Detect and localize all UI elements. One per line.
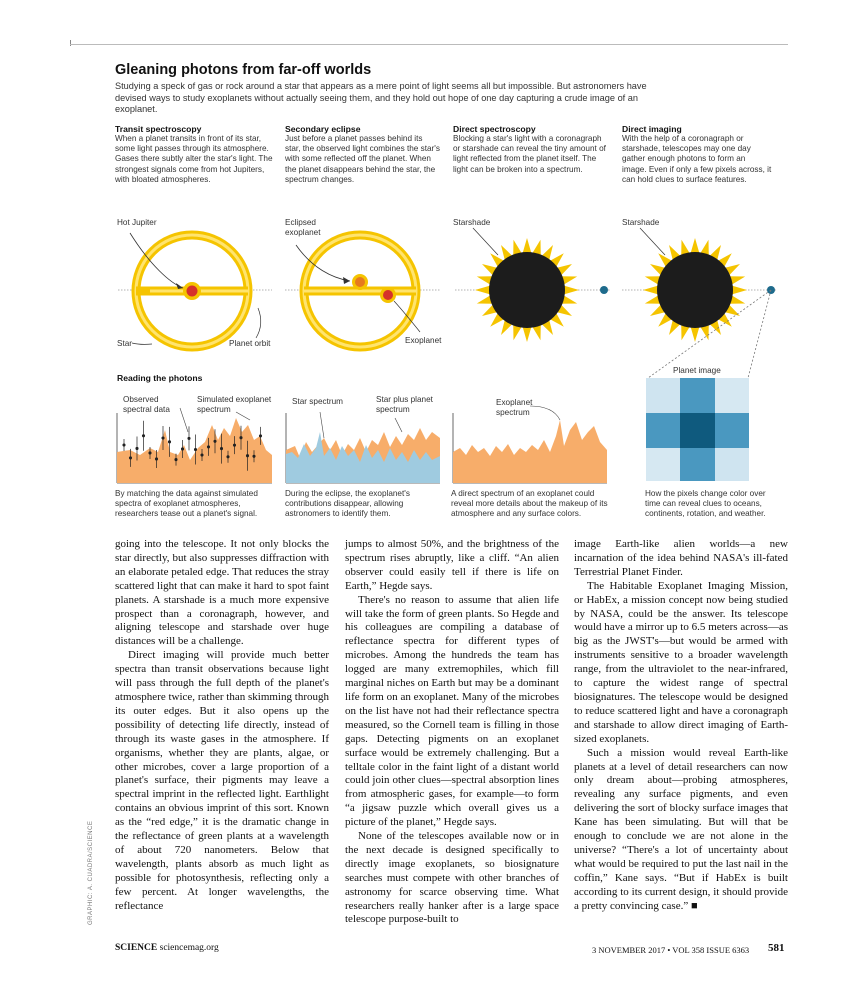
label-starshade: Starshade bbox=[453, 218, 491, 227]
data-point bbox=[207, 446, 209, 448]
label-eclipsed-exoplanet: Eclipsed exoplanet bbox=[285, 218, 321, 237]
paragraph: There's no reason to assume that alien life will take the form of green plants. So Hegde and his colleagues are compiling a database of reflectance spectra for different types of microbes. Among the hundreds the team has logged are many extremophiles, which fill marginal niches on Earth but may be a dominant life form on an exoplanet. Many of the microbes on the list have not had their reflectance spectra measured, so the Cornell team is filling in those gaps. Detecting pigments on an exoplanet surface would be extremely challenging. But a telltale color in the faint light of a distant world could join other clues—spectral absorption lines from atmospheric gases, for example—to form “a jigsaw puzzle which overall gives us a picture of the planet,” Hegde says. bbox=[345, 593, 559, 829]
caption-transit: By matching the data against simulated spectra of exoplanet atmospheres, researchers tease out a planet's signal. bbox=[115, 489, 258, 518]
hot-jupiter-planet bbox=[187, 286, 198, 297]
label-simulated-spectrum: Simulated exoplanet spectrum bbox=[197, 395, 272, 414]
paragraph: going into the telescope. It not only blocks the star directly, but also suppresses diffraction with an elaborate petaled edge. That reduces the stray scattered light that can make it hard to spot faint planets. A starshade is a much more expensive prospect than a coronagraph, however, and aligning telescope and starshade over huge distances will be a challenge. bbox=[115, 538, 329, 648]
reading-title: Reading the photons bbox=[117, 373, 203, 383]
data-point bbox=[214, 440, 216, 442]
figure-intro: Studying a speck of gas or rock around a star that appears as a mere point of light seems all but impossible. But astronomers have devised ways to study exoplanets without actually seeing them, and they hold out hope of one day capturing a crude image of an exoplanet. bbox=[115, 81, 647, 114]
page-number: 581 bbox=[768, 942, 785, 954]
data-point bbox=[162, 437, 164, 439]
panel-body: When a planet transits in front of its star, some light passes through its atmosphere. Gases there subtly alter the star's light. The strongest signals come from hot Jupiters, with bloated atmospheres. bbox=[115, 134, 273, 184]
paragraph: None of the telescopes available now or in the next decade is designed specifically to directly image exoplanets, so biosignature searches must compete with other branches of astronomy for scarce observing time. What researchers really hanker after is a large space telescope purpose-built to bbox=[345, 830, 559, 926]
journal-site: sciencemag.org bbox=[159, 943, 219, 953]
data-point bbox=[240, 437, 242, 439]
starshade-diagram-2 bbox=[622, 228, 776, 378]
data-point bbox=[168, 441, 170, 443]
panel-body: Blocking a star's light with a coronagraph or starshade can reveal the tiny amount of light reflected from the planet itself. The light can be broken into a spectrum. bbox=[453, 134, 606, 174]
panel-title: Secondary eclipse bbox=[285, 124, 361, 134]
caption-eclipse: During the eclipse, the exoplanet's contributions disappear, allowing astronomers to identify them. bbox=[285, 489, 410, 518]
footer-left bbox=[115, 943, 219, 953]
panel-body: With the help of a coronagraph or starshade, telescopes may one day gather enough photons to form an image. Even if only a few pixels across, it can hold clues to surface features. bbox=[622, 134, 772, 184]
data-point bbox=[253, 455, 255, 457]
data-point bbox=[155, 458, 157, 460]
starshade-diagram-1 bbox=[455, 228, 610, 342]
exoplanet-spectrum-area bbox=[453, 420, 607, 483]
journal-name: SCIENCE bbox=[115, 943, 158, 953]
data-point bbox=[220, 447, 222, 449]
panel-title: Transit spectroscopy bbox=[115, 124, 202, 134]
issue-info: 3 NOVEMBER 2017 • VOL 358 ISSUE 6363 bbox=[592, 945, 750, 955]
label-exoplanet-spectrum: Exoplanet spectrum bbox=[496, 398, 533, 417]
paragraph: Such a mission would reveal Earth-like planets at a level of detail researchers can now only dream about—probing atmospheres, revealing any surface pigments, and even delivering the sort of blocky surface images that Kane has been simulating. But will that be enough to conclude we are not alone in the universe? “There's a lot of uncertainty about what would be required to put the last nail in the coffin,” Kane says. “But if HabEx is built according to its current design, it should provide a pretty convincing case.” ■ bbox=[574, 746, 788, 912]
paragraph: The Habitable Exoplanet Imaging Mission, or HabEx, a mission concept now being studied by NASA, could be the answer. Its telescope would have a mirror up to 6.5 meters across—as big as the JWST's—but would be armed with instruments sensitive to a broader wavelength range, from the ultraviolet to the near-infrared, to capture the widest range of spectral biosignatures. The telescope would be designed to reduce scattered light and have a coronagraph and starshade to allow direct imaging of Earth-sized exoplanets. bbox=[574, 579, 788, 745]
paragraph: jumps to almost 50%, and the brightness of the spectrum rises abruptly, like a cliff. “An alien observer could easily tell if there is life on Earth,” Hegde says. bbox=[345, 538, 559, 592]
direct-spectrum-chart bbox=[453, 406, 607, 483]
eclipse-spectrum-chart bbox=[286, 412, 440, 483]
panel-title: Direct imaging bbox=[622, 124, 682, 134]
data-point bbox=[175, 458, 177, 460]
data-point bbox=[201, 454, 203, 456]
data-point bbox=[194, 448, 196, 450]
data-point bbox=[233, 444, 235, 446]
data-point bbox=[227, 456, 229, 458]
data-point bbox=[149, 452, 151, 454]
caption-imaging: How the pixels change color over time can reveal clues to oceans, continents, rotation, and weather. bbox=[645, 489, 766, 518]
planet-image-grid bbox=[646, 378, 749, 481]
caption-direct: A direct spectrum of an exoplanet could reveal more details about the makeup of its atmosphere and any surface colors. bbox=[451, 489, 608, 518]
label-starshade: Starshade bbox=[622, 218, 660, 227]
data-point bbox=[181, 448, 183, 450]
data-point bbox=[188, 437, 190, 439]
label-star-spectrum: Star spectrum bbox=[292, 397, 343, 406]
paragraph: image Earth-like alien worlds—a new incarnation of the idea behind NASA's ill-fated Terrestrial Planet Finder. bbox=[574, 538, 788, 578]
label-planet-image: Planet image bbox=[673, 366, 721, 375]
data-point bbox=[123, 444, 125, 446]
label-star-plus-planet: Star plus planet spectrum bbox=[376, 395, 433, 414]
graphic-credit: GRAPHIC: A. CUADRA/SCIENCE bbox=[88, 820, 94, 925]
panel-title: Direct spectroscopy bbox=[453, 124, 536, 134]
label-star: Star bbox=[117, 339, 133, 348]
label-hot-jupiter: Hot Jupiter bbox=[117, 218, 157, 227]
body-column-2 bbox=[345, 538, 559, 927]
data-point bbox=[129, 457, 131, 459]
transit-diagram bbox=[118, 233, 272, 347]
paragraph: Direct imaging will provide much better spectra than transit observations because light will pass through the full depth of the planet's atmosphere twice, rather than skimming through its outer edges. But it also opens up the possibility of detecting life directly, instead of through its waste gases in the atmosphere. If organisms, whether they are plants, algae, or other microbes, cover a large proportion of a planet's surface, their pigments may leave a spectral imprint in the reflected light. Earthlight contains an obvious imprint of this sort. Known as the “red edge,” it is the dramatic change in the reflectance of green plants at a wavelength of about 720 nanometers. Below that wavelength, plants absorb as much light as possible for photosynthesis, reflecting only a few percent. At longer wavelengths, the reflectance bbox=[115, 649, 329, 912]
data-point bbox=[136, 447, 138, 449]
label-exoplanet: Exoplanet bbox=[405, 336, 442, 345]
exoplanet-dot bbox=[383, 290, 393, 300]
body-column-1 bbox=[115, 538, 329, 913]
transit-spectrum-chart bbox=[117, 408, 272, 483]
data-point bbox=[142, 435, 144, 437]
label-planet-orbit: Planet orbit bbox=[229, 339, 271, 348]
body-column-3 bbox=[574, 538, 788, 913]
label-observed-data: Observed spectral data bbox=[123, 395, 170, 414]
data-point bbox=[259, 435, 261, 437]
data-point bbox=[246, 455, 248, 457]
secondary-eclipse-diagram bbox=[285, 235, 440, 347]
figure-title: Gleaning photons from far-off worlds bbox=[115, 62, 372, 78]
panel-body: Just before a planet passes behind its star, the observed light combines the star's with some reflected off the planet. When the planet disappears behind the star, the spectrum changes. bbox=[285, 134, 440, 184]
